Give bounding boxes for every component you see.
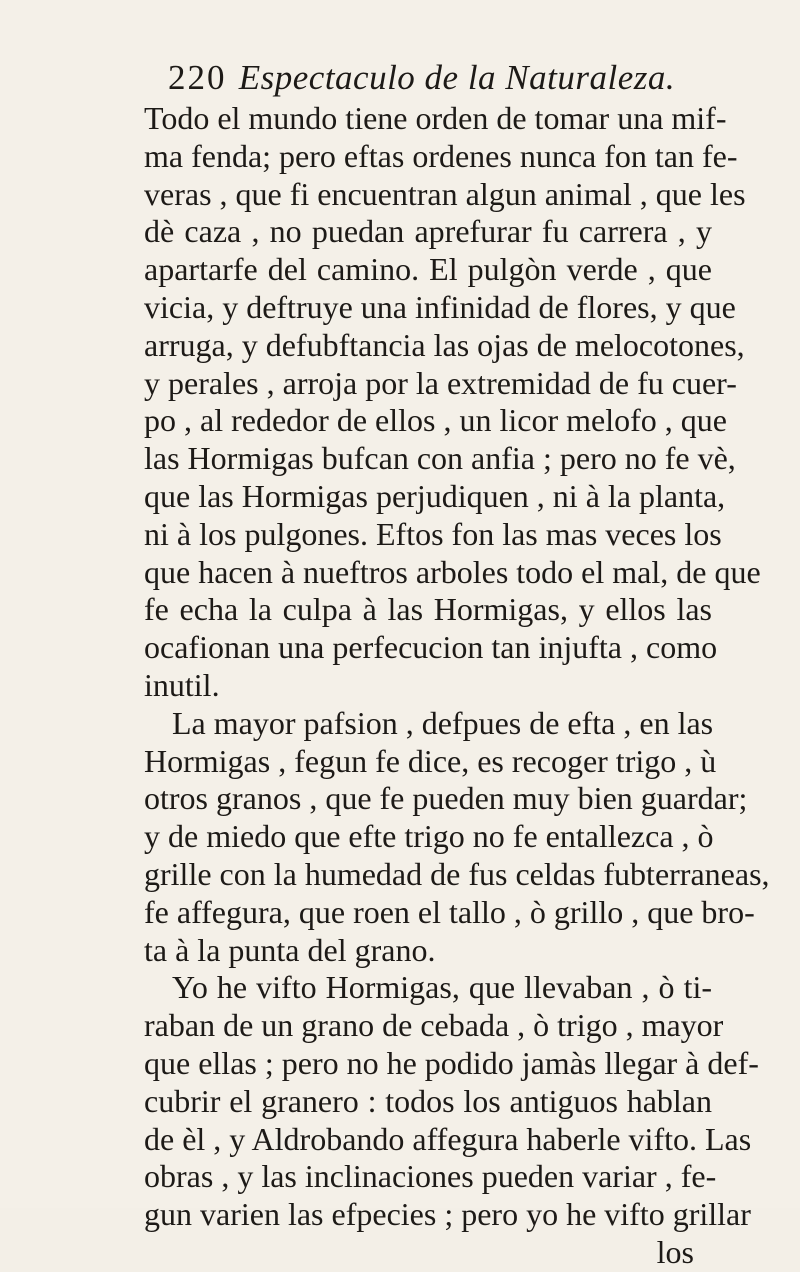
text-line: La mayor pafsion , defpues de efta , en las: [172, 704, 714, 741]
text-line: otros granos , que fe pueden muy bien guardar;: [144, 780, 748, 817]
text-line: grille con la humedad de fus celdas fubterraneas,: [144, 855, 770, 892]
text-line: apartarfe del camino. El pulgòn verde , que: [144, 251, 712, 288]
text-line: obras , y las inclinaciones pueden variar , fe-: [144, 1158, 717, 1195]
text-line: Hormigas , fegun fe dice, es recoger trigo , ù: [144, 742, 717, 779]
text-line: y de miedo que efte trigo no fe entallezca , ò: [144, 818, 714, 855]
text-line: ta à la punta del grano.: [144, 931, 436, 968]
text-line: Todo el mundo tiene orden de tomar una mif-: [144, 100, 727, 136]
text-line: las Hormigas bufcan con anfia ; pero no fe vè,: [144, 440, 736, 477]
text-line: que ellas ; pero no he podido jamàs llegar à def-: [144, 1044, 759, 1081]
text-line: inutil.: [144, 666, 220, 703]
text-line: cubrir el granero : todos los antiguos hablan: [144, 1082, 712, 1119]
text-line: arruga, y defubftancia las ojas de melocotones,: [144, 326, 745, 363]
text-line: vicia, y deftruye una infinidad de flores, y que: [144, 288, 736, 325]
running-header: [168, 58, 676, 98]
text-line: ma fenda; pero eftas ordenes nunca fon tan fe-: [144, 137, 738, 174]
text-line: que hacen à nueftros arboles todo el mal, de que: [144, 553, 761, 590]
text-line: raban de un grano de cebada , ò trigo , mayor: [144, 1007, 724, 1044]
text-line: veras , que fi encuentran algun animal , que les: [144, 175, 746, 212]
text-line: de èl , y Aldrobando affegura haberle vifto. Las: [144, 1120, 752, 1157]
text-line: Yo he vifto Hormigas, que llevaban , ò ti-: [172, 969, 712, 1006]
catchword: los: [656, 1233, 694, 1270]
body-text: [144, 100, 770, 1272]
text-line: dè caza , no puedan aprefurar fu carrera , y: [144, 213, 712, 250]
text-line: fe affegura, que roen el tallo , ò grillo , que bro-: [144, 893, 755, 930]
running-title: Espectaculo de la Naturaleza.: [238, 58, 676, 97]
page-number: 220: [168, 58, 227, 97]
text-line: que las Hormigas perjudiquen , ni à la planta,: [144, 477, 726, 514]
text-line: po , al rededor de ellos , un licor melofo , que: [144, 402, 727, 439]
text-line: ocafionan una perfecucion tan injufta , como: [144, 629, 718, 666]
text-line: gun varien las efpecies ; pero yo he vifto grillar: [144, 1196, 751, 1233]
text-line: ni à los pulgones. Eftos fon las mas veces los: [144, 515, 722, 552]
text-line: fe echa la culpa à las Hormigas, y ellos las: [144, 591, 712, 628]
text-line: y perales , arroja por la extremidad de fu cuer-: [144, 364, 737, 401]
